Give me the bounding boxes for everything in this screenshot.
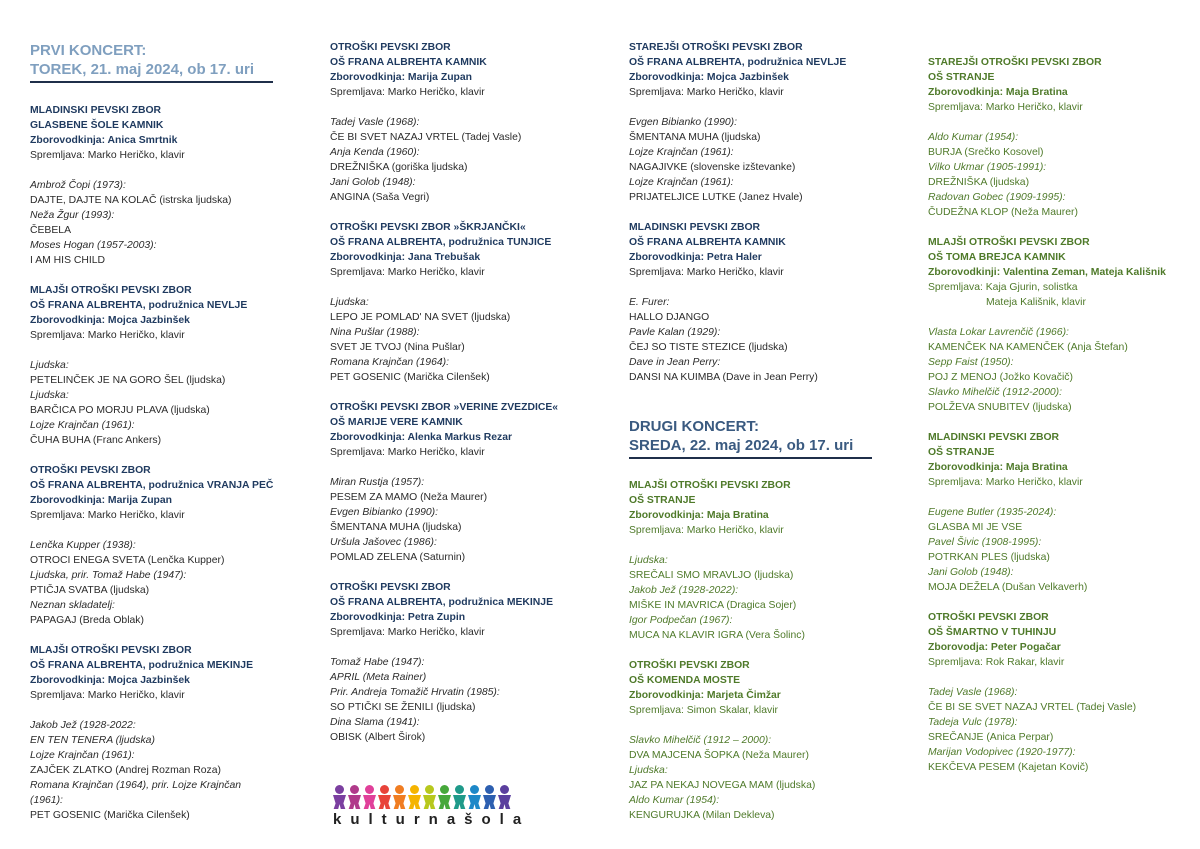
song-title: ŠMENTANA MUHA (ljudska) [330, 522, 462, 533]
accompaniment: Spremljava: Marko Heričko, klavir [330, 447, 485, 458]
accompaniment: Spremljava: Marko Heričko, klavir [330, 87, 485, 98]
person-figure-icon [498, 785, 511, 809]
song-title: NAGAJIVKE (slovenske izštevanke) [629, 162, 796, 173]
composer: Evgen Bibianko (1990): [629, 117, 738, 128]
composer: Prir. Andreja Tomažič Hrvatin (1985): [330, 687, 500, 698]
choir-heading: OŠ FRANA ALBREHTA, podružnica TUNJICE [330, 237, 552, 248]
song-title: ČEJ SO TISTE STEZICE (ljudska) [629, 342, 788, 353]
choir-block [330, 400, 590, 580]
accompaniment: Spremljava: Marko Heričko, klavir [330, 627, 485, 638]
figure-head [365, 785, 374, 794]
column-2-choirs [330, 40, 590, 760]
choir-heading: OŠ FRANA ALBREHTA KAMNIK [330, 57, 487, 68]
choir-block [30, 283, 295, 463]
song-title: PESEM ZA MAMO (Neža Maurer) [330, 492, 488, 503]
composer: Aldo Kumar (1954): [928, 132, 1019, 143]
spacer [629, 643, 891, 658]
song-title: MIŠKE IN MAVRICA (Dragica Sojer) [629, 600, 797, 611]
choir-heading: OTROŠKI PEVSKI ZBOR [30, 465, 151, 476]
person-figure-icon [483, 785, 496, 809]
song-title: ANGINA (Saša Vegri) [330, 192, 430, 203]
composer: Eugene Butler (1935-2024): [928, 507, 1057, 518]
song-title: BURJA (Srečko Kosovel) [928, 147, 1044, 158]
choir-heading: OŠ FRANA ALBREHTA KAMNIK [629, 237, 786, 248]
song-title: PTIČJA SVATBA (ljudska) [30, 585, 150, 596]
song-title: DVA MAJCENA ŠOPKA (Neža Maurer) [629, 750, 809, 761]
person-figure-icon [468, 785, 481, 809]
column-3-choirs [629, 40, 891, 400]
song-title: SREČALI SMO MRAVLJO (ljudska) [629, 570, 794, 581]
composer: Sepp Faist (1950): [928, 357, 1014, 368]
figure-body [423, 795, 436, 809]
choir-heading: OŠ KOMENDA MOSTE [629, 675, 741, 686]
composer: Romana Krajnčan (1964), prir. Lojze Krajnčan [30, 780, 241, 791]
choir-block [30, 463, 295, 643]
composer: Romana Krajnčan (1964): [330, 357, 449, 368]
choir-heading: OŠ FRANA ALBREHTA, podružnica NEVLJE [629, 57, 847, 68]
accompaniment: Spremljava: Marko Heričko, klavir [629, 267, 784, 278]
figure-body [378, 795, 391, 809]
choir-block [30, 643, 295, 838]
figure-body [438, 795, 451, 809]
song-title: POJ Z MENOJ (Jožko Kovačič) [928, 372, 1073, 383]
song-title: SREČANJE (Anica Perpar) [928, 732, 1054, 743]
song-title: PETELINČEK JE NA GORO ŠEL (ljudska) [30, 375, 226, 386]
choir-block [330, 40, 590, 220]
spacer [629, 280, 891, 295]
composer: Jani Golob (1948): [928, 567, 1014, 578]
song-title: KEKČEVA PESEM (Kajetan Kovič) [928, 762, 1089, 773]
spacer [928, 775, 1190, 790]
accompaniment: Spremljava: Marko Heričko, klavir [30, 150, 185, 161]
concert-1-header [30, 41, 295, 83]
composer: E. Furer: [629, 297, 670, 308]
spacer [330, 745, 590, 760]
spacer [30, 703, 295, 718]
spacer [330, 460, 590, 475]
spacer [330, 280, 590, 295]
spacer [30, 448, 295, 463]
composer: Ljudska: [330, 297, 369, 308]
song-title: KENGURUJKA (Milan Dekleva) [629, 810, 775, 821]
conductor: Zborovodkinji: Valentina Zeman, Mateja Kališnik [928, 267, 1166, 278]
composer: Dina Slama (1941): [330, 717, 420, 728]
composer: Ambrož Čopi (1973): [30, 180, 126, 191]
accompaniment-2: Mateja Kališnik, klavir [986, 297, 1086, 308]
song-title: ČEBELA [30, 225, 72, 236]
composer: Ljudska: [30, 360, 69, 371]
composer: (1961): [30, 795, 63, 806]
song-title: PRIJATELJICE LUTKE (Janez Hvale) [629, 192, 803, 203]
composer: Jakob Jež (1928-2022: [30, 720, 136, 731]
logo-text: kulturnašola [333, 811, 531, 828]
choir-heading: OTROŠKI PEVSKI ZBOR [330, 582, 451, 593]
accompaniment: Spremljava: Rok Rakar, klavir [928, 657, 1065, 668]
composer: Moses Hogan (1957-2003): [30, 240, 157, 251]
spacer [629, 385, 891, 400]
choir-heading: MLAJŠI OTROŠKI PEVSKI ZBOR [629, 480, 791, 491]
conductor: Zborovodkinja: Mojca Jazbinšek [30, 675, 190, 686]
composer: Ljudska: [629, 555, 668, 566]
composer: Slavko Mihelčič (1912-2000): [928, 387, 1062, 398]
song-title: KAMENČEK NA KAMENČEK (Anja Štefan) [928, 342, 1128, 353]
concert-2-label: DRUGI KONCERT: [629, 418, 759, 435]
person-figure-icon [393, 785, 406, 809]
composer: Dave in Jean Perry: [629, 357, 721, 368]
song-title: GLASBA MI JE VSE [928, 522, 1023, 533]
song-title: ČUDEŽNA KLOP (Neža Maurer) [928, 207, 1078, 218]
person-figure-icon [363, 785, 376, 809]
spacer [928, 595, 1190, 610]
composer: Aldo Kumar (1954): [629, 795, 720, 806]
logo-figures [333, 785, 578, 809]
conductor: Zborovodkinja: Jana Trebušak [330, 252, 481, 263]
composer: Evgen Bibianko (1990): [330, 507, 439, 518]
choir-block [30, 103, 295, 283]
song-title: POTRKAN PLES (ljudska) [928, 552, 1050, 563]
figure-head [335, 785, 344, 794]
composer: Slavko Mihelčič (1912 – 2000): [629, 735, 772, 746]
spacer [928, 220, 1190, 235]
spacer [330, 205, 590, 220]
conductor: Zborovodkinja: Mojca Jazbinšek [30, 315, 190, 326]
concert-1-title [30, 41, 273, 83]
choir-heading: MLADINSKI PEVSKI ZBOR [629, 222, 761, 233]
column-4-choirs [928, 55, 1190, 790]
choir-heading: MLAJŠI OTROŠKI PEVSKI ZBOR [30, 645, 192, 656]
song-title: POMLAD ZELENA (Saturnin) [330, 552, 466, 563]
accompaniment: Spremljava: Marko Heričko, klavir [928, 477, 1083, 488]
spacer [629, 718, 891, 733]
figure-head [410, 785, 419, 794]
choir-heading: MLADINSKI PEVSKI ZBOR [928, 432, 1060, 443]
song-title: POLŽEVA SNUBITEV (ljudska) [928, 402, 1072, 413]
song-title: ŠMENTANA MUHA (ljudska) [629, 132, 761, 143]
spacer [30, 268, 295, 283]
person-figure-icon [408, 785, 421, 809]
concert-2-header [629, 417, 891, 459]
figure-body [498, 795, 511, 809]
choir-heading: OŠ ŠMARTNO V TUHINJU [928, 627, 1057, 638]
conductor: Zborovodkinja: Marija Zupan [330, 72, 473, 83]
column-3-concert-2-choirs [629, 478, 891, 838]
choir-heading: OTROŠKI PEVSKI ZBOR »ŠKRJANČKI« [330, 222, 526, 233]
figure-body [468, 795, 481, 809]
composer: Ljudska: [30, 390, 69, 401]
choir-heading: OŠ FRANA ALBREHTA, podružnica NEVLJE [30, 300, 248, 311]
composer: Tadej Vasle (1968): [928, 687, 1018, 698]
conductor: Zborovodkinja: Marija Zupan [30, 495, 173, 506]
spacer [928, 415, 1190, 430]
spacer [30, 523, 295, 538]
person-figure-icon [438, 785, 451, 809]
spacer [330, 640, 590, 655]
song-title: LEPO JE POMLAD' NA SVET (ljudska) [330, 312, 511, 323]
choir-block [330, 220, 590, 400]
choir-heading: MLAJŠI OTROŠKI PEVSKI ZBOR [928, 237, 1090, 248]
composer: Lojze Krajnčan (1961): [629, 147, 734, 158]
composer: Lojze Krajnčan (1961): [629, 177, 734, 188]
song-title: DREŽNIŠKA (ljudska) [928, 177, 1030, 188]
accompaniment: Spremljava: Marko Heričko, klavir [30, 510, 185, 521]
composer: Ljudska: [629, 765, 668, 776]
choir-heading: OŠ TOMA BREJCA KAMNIK [928, 252, 1066, 263]
composer: APRIL (Meta Rainer) [330, 672, 427, 683]
composer: Neznan skladatelj: [30, 600, 115, 611]
spacer [30, 163, 295, 178]
conductor: Zborovodkinja: Maja Bratina [928, 87, 1068, 98]
song-title: OBISK (Albert Širok) [330, 732, 426, 743]
spacer [928, 670, 1190, 685]
composer: Neža Žgur (1993): [30, 210, 115, 221]
spacer [330, 100, 590, 115]
figure-head [440, 785, 449, 794]
choir-block [928, 610, 1190, 790]
composer: Jakob Jež (1928-2022): [629, 585, 739, 596]
choir-heading: OTROŠKI PEVSKI ZBOR [928, 612, 1049, 623]
conductor: Zborovodkinja: Maja Bratina [928, 462, 1068, 473]
spacer [629, 823, 891, 838]
accompaniment: Spremljava: Kaja Gjurin, solistka [928, 282, 1078, 293]
accompaniment: Spremljava: Marko Heričko, klavir [30, 330, 185, 341]
spacer [928, 115, 1190, 130]
figure-head [470, 785, 479, 794]
composer: Tadeja Vulc (1978): [928, 717, 1018, 728]
figure-body [453, 795, 466, 809]
figure-head [500, 785, 509, 794]
song-title: ČE BI SE SVET NAZAJ VRTEL (Tadej Vasle) [928, 702, 1137, 713]
accompaniment: Spremljava: Simon Skalar, klavir [629, 705, 778, 716]
song-title: HALLO DJANGO [629, 312, 710, 323]
conductor: Zborovodkinja: Marjeta Čimžar [629, 690, 781, 701]
spacer [330, 565, 590, 580]
choir-heading: OTROŠKI PEVSKI ZBOR [629, 660, 750, 671]
song-title: OTROCI ENEGA SVETA (Lenčka Kupper) [30, 555, 225, 566]
conductor: Zborovodkinja: Alenka Markus Rezar [330, 432, 513, 443]
composer: Igor Podpečan (1967): [629, 615, 733, 626]
conductor: Zborovodkinja: Anica Smrtnik [30, 135, 178, 146]
composer: Radovan Gobec (1909-1995): [928, 192, 1066, 203]
choir-block [629, 220, 891, 400]
song-title: I AM HIS CHILD [30, 255, 106, 266]
spacer [330, 385, 590, 400]
choir-heading: OŠ STRANJE [629, 495, 696, 506]
figure-head [350, 785, 359, 794]
spacer [928, 310, 1190, 325]
composer: Pavel Šivic (1908-1995): [928, 537, 1042, 548]
spacer [629, 100, 891, 115]
composer: Ljudska, prir. Tomaž Habe (1947): [30, 570, 187, 581]
person-figure-icon [348, 785, 361, 809]
choir-heading: MLADINSKI PEVSKI ZBOR [30, 105, 162, 116]
choir-heading: OŠ STRANJE [928, 447, 995, 458]
person-figure-icon [423, 785, 436, 809]
song-title: DANSI NA KUIMBA (Dave in Jean Perry) [629, 372, 818, 383]
choir-heading: OŠ FRANA ALBREHTA, podružnica VRANJA PEČ [30, 480, 274, 491]
choir-block [928, 55, 1190, 235]
choir-block [330, 580, 590, 760]
choir-block [629, 658, 891, 838]
song-title: ČE BI SVET NAZAJ VRTEL (Tadej Vasle) [330, 132, 522, 143]
song-title: SVET JE TVOJ (Nina Pušlar) [330, 342, 465, 353]
person-figure-icon [333, 785, 346, 809]
song-title: DAJTE, DAJTE NA KOLAČ (istrska ljudska) [30, 195, 232, 206]
composer: Lojze Krajnčan (1961): [30, 750, 135, 761]
person-figure-icon [453, 785, 466, 809]
choir-heading: OŠ STRANJE [928, 72, 995, 83]
accompaniment: Spremljava: Marko Heričko, klavir [629, 87, 784, 98]
choir-heading: STAREJŠI OTROŠKI PEVSKI ZBOR [629, 42, 803, 53]
song-title: ZAJČEK ZLATKO (Andrej Rozman Roza) [30, 765, 221, 776]
conductor: Zborovodkinja: Petra Zupin [330, 612, 466, 623]
song-title: PAPAGAJ (Breda Oblak) [30, 615, 144, 626]
figure-body [348, 795, 361, 809]
composer: Anja Kenda (1960): [330, 147, 420, 158]
accompaniment: Spremljava: Marko Heričko, klavir [330, 267, 485, 278]
choir-block [629, 478, 891, 658]
figure-body [483, 795, 496, 809]
conductor: Zborovodja: Peter Pogačar [928, 642, 1061, 653]
figure-body [393, 795, 406, 809]
conductor: Zborovodkinja: Mojca Jazbinšek [629, 72, 789, 83]
choir-heading: MLAJŠI OTROŠKI PEVSKI ZBOR [30, 285, 192, 296]
choir-block [629, 40, 891, 220]
spacer [629, 205, 891, 220]
figure-head [380, 785, 389, 794]
composer: Jani Golob (1948): [330, 177, 416, 188]
spacer [30, 343, 295, 358]
choir-heading: OTROŠKI PEVSKI ZBOR »VERINE ZVEZDICE« [330, 402, 559, 413]
song-title: MUCA NA KLAVIR IGRA (Vera Šolinc) [629, 630, 805, 641]
composer: Nina Pušlar (1988): [330, 327, 420, 338]
composer: Uršula Jašovec (1986): [330, 537, 437, 548]
choir-heading: STAREJŠI OTROŠKI PEVSKI ZBOR [928, 57, 1102, 68]
choir-heading: GLASBENE ŠOLE KAMNIK [30, 120, 164, 131]
figure-head [485, 785, 494, 794]
song-title: PET GOSENIC (Marička Cilenšek) [330, 372, 490, 383]
composer: Vlasta Lokar Lavrenčič (1966): [928, 327, 1069, 338]
song-title: BARČICA PO MORJU PLAVA (ljudska) [30, 405, 210, 416]
choir-heading: OŠ FRANA ALBREHTA, podružnica MEKINJE [330, 597, 554, 608]
spacer [30, 823, 295, 838]
song-title: JAZ PA NEKAJ NOVEGA MAM (ljudska) [629, 780, 816, 791]
composer: Lojze Krajnčan (1961): [30, 420, 135, 431]
composer: Marijan Vodopivec (1920-1977): [928, 747, 1076, 758]
choir-heading: OŠ MARIJE VERE KAMNIK [330, 417, 463, 428]
song-title: ČUHA BUHA (Franc Ankers) [30, 435, 162, 446]
choir-heading: OŠ FRANA ALBREHTA, podružnica MEKINJE [30, 660, 254, 671]
concert-2-title [629, 417, 872, 459]
spacer [30, 628, 295, 643]
concert-2-date: SREDA, 22. maj 2024, ob 17. uri [629, 437, 854, 454]
conductor: Zborovodkinja: Maja Bratina [629, 510, 769, 521]
spacer [629, 538, 891, 553]
composer: Tomaž Habe (1947): [330, 657, 425, 668]
song-title: DREŽNIŠKA (goriška ljudska) [330, 162, 468, 173]
accompaniment: Spremljava: Marko Heričko, klavir [30, 690, 185, 701]
figure-body [363, 795, 376, 809]
composer: Lenčka Kupper (1938): [30, 540, 136, 551]
conductor: Zborovodkinja: Petra Haler [629, 252, 762, 263]
concert-1-label: PRVI KONCERT: [30, 42, 147, 59]
choir-block [928, 235, 1190, 430]
choir-heading: OTROŠKI PEVSKI ZBOR [330, 42, 451, 53]
composer: Tadej Vasle (1968): [330, 117, 420, 128]
composer: Pavle Kalan (1929): [629, 327, 721, 338]
song-title: SO PTIČKI SE ŽENILI (ljudska) [330, 702, 476, 713]
song-title: PET GOSENIC (Marička Cilenšek) [30, 810, 190, 821]
person-figure-icon [378, 785, 391, 809]
figure-head [425, 785, 434, 794]
composer: EN TEN TENERA (ljudska) [30, 735, 155, 746]
choir-block [928, 430, 1190, 610]
figure-head [455, 785, 464, 794]
concert-1-date: TOREK, 21. maj 2024, ob 17. uri [30, 61, 254, 78]
composer: Vilko Ukmar (1905-1991): [928, 162, 1047, 173]
song-title: MOJA DEŽELA (Dušan Velkaverh) [928, 582, 1088, 593]
composer: Miran Rustja (1957): [330, 477, 425, 488]
kulturna-sola-logo [333, 785, 578, 830]
figure-head [395, 785, 404, 794]
spacer [928, 490, 1190, 505]
accompaniment: Spremljava: Marko Heričko, klavir [928, 102, 1083, 113]
accompaniment: Spremljava: Marko Heričko, klavir [629, 525, 784, 536]
figure-body [333, 795, 346, 809]
column-1-choirs [30, 103, 295, 838]
figure-body [408, 795, 421, 809]
